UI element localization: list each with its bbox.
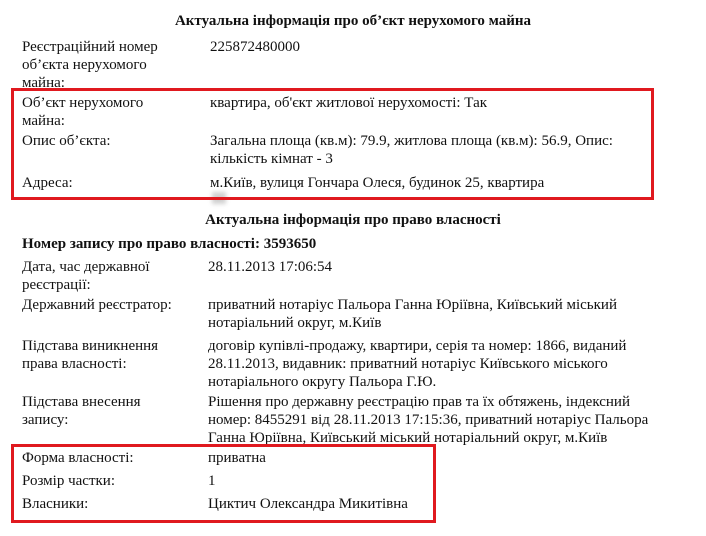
ownership-row-value: 28.11.2013 17:06:54 bbox=[208, 259, 333, 275]
ownership-row-label: Дата, час державної реєстрації: bbox=[22, 259, 150, 293]
property-row-label: Опис об’єкта: bbox=[22, 133, 111, 149]
ownership-section-heading: Актуальна інформація про право власності bbox=[205, 212, 501, 228]
ownership-row-label: Підстава внесення запису: bbox=[22, 394, 141, 428]
property-row-label: Реєстраційний номер об’єкта нерухомого майна: bbox=[22, 39, 158, 91]
ownership-row-value: Циктич Олександра Микитівна bbox=[208, 496, 408, 512]
property-row-label: Об’єкт нерухомого майна: bbox=[22, 95, 144, 129]
ownership-row-label: Розмір частки: bbox=[22, 473, 115, 489]
ownership-row-label: Підстава виникнення права власності: bbox=[22, 338, 159, 372]
property-row-value: Загальна площа (кв.м): 79.9, житлова площа (кв.м): 56.9, Опис: кількість кімнат - 3 bbox=[210, 133, 613, 167]
property-row-value: 225872480000 bbox=[210, 39, 300, 55]
ownership-row-value: приватна bbox=[208, 450, 266, 466]
property-section-heading: Актуальна інформація про об’єкт нерухомого майна bbox=[174, 13, 532, 29]
redacted-apartment-number bbox=[212, 192, 226, 204]
ownership-row-label: Державний реєстратор: bbox=[22, 297, 172, 313]
ownership-row-label: Форма власності: bbox=[22, 450, 134, 466]
ownership-row-value: приватний нотаріус Пальора Ганна Юріївна, Київський міський нотаріальний округ, м.Київ bbox=[208, 297, 617, 331]
property-row-value: м.Київ, вулиця Гончара Олеся, будинок 25, квартира bbox=[210, 174, 544, 204]
ownership-record-heading: Номер запису про право власності: 3593650 bbox=[22, 236, 317, 252]
property-row-label: Адреса: bbox=[22, 175, 73, 191]
ownership-row-value: 1 bbox=[208, 473, 216, 489]
ownership-row-label: Власники: bbox=[22, 496, 89, 512]
property-row-value: квартира, об'єкт житлової нерухомості: Так bbox=[210, 95, 488, 111]
ownership-row-value: Рішення про державну реєстрацію прав та їх обтяжень, індексний номер: 8455291 від 28.11.2013 17:15:36, приватний нотаріус Пальора Ганна Юріївна, Київський міський нотаріальний округ, м.Київ bbox=[208, 394, 649, 446]
ownership-row-value: договір купівлі-продажу, квартири, серія та номер: 1866, виданий 28.11.2013, видавник: приватний нотаріус Київського міського нотаріального округу Пальора Г.Ю. bbox=[208, 338, 627, 390]
